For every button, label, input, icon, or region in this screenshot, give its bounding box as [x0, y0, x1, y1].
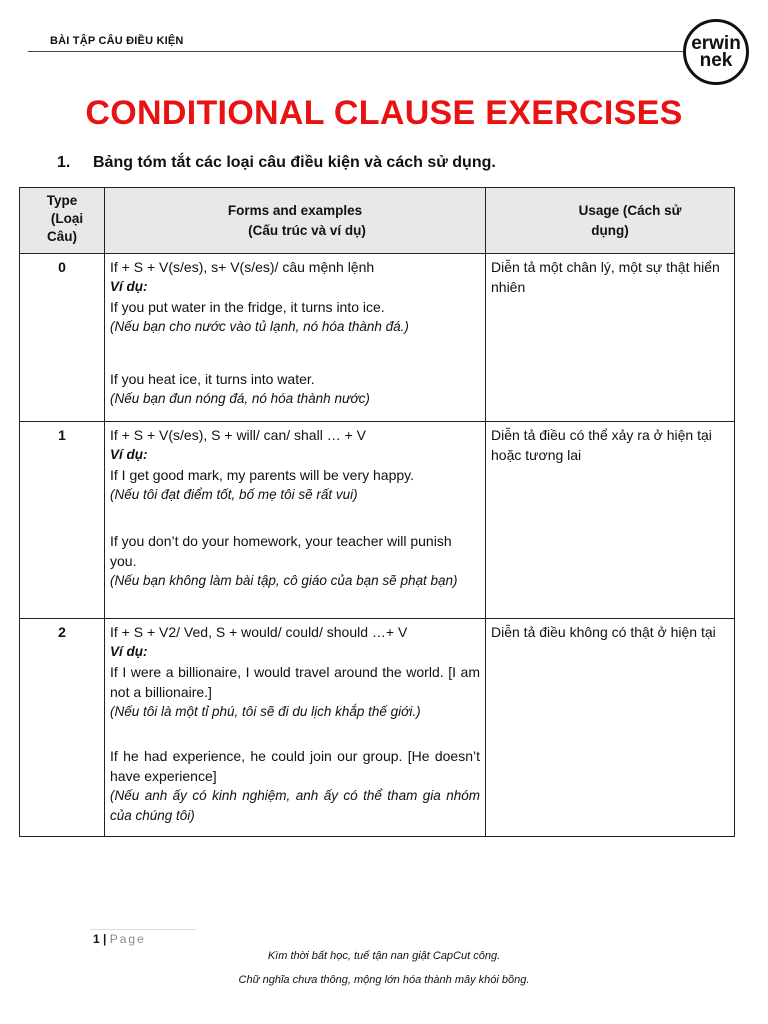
example-1: If I were a billionaire, I would travel around the world. [I am not a billionaire.] [110, 664, 480, 700]
example-1: If you put water in the fridge, it turns into ice. [110, 299, 385, 315]
example-label: Ví dụ: [110, 644, 148, 659]
translation-1: (Nếu tôi đạt điểm tốt, bố mẹ tôi sẽ rất vui) [110, 487, 358, 502]
conditional-summary-table [19, 187, 735, 837]
example-1: If I get good mark, my parents will be very happy. [110, 467, 414, 483]
row-forms [105, 619, 486, 837]
row-type: 2 [20, 619, 105, 837]
footer-line-2: Chữ nghĩa chưa thông, mộng lớn hóa thành mây khói bồng. [238, 974, 530, 986]
header-type-line-2: (Loại [50, 211, 84, 226]
page-number [93, 932, 146, 946]
header-usage-line-2: dụng) [591, 222, 629, 238]
row-form: If + S + V(s/es), S + will/ can/ shall … + V [110, 427, 366, 443]
translation-2: (Nếu anh ấy có kinh nghiệm, anh ấy có thể tham gia nhóm của chúng tôi) [110, 788, 480, 823]
header-usage [486, 188, 735, 254]
row-forms [105, 254, 486, 422]
row-type: 0 [20, 254, 105, 422]
section-heading-text: Bảng tóm tắt các loại câu điều kiện và cách sử dụng. [93, 154, 496, 171]
row-form: If + S + V2/ Ved, S + would/ could/ should …+ V [110, 624, 408, 640]
header-forms [105, 188, 486, 254]
erwinnek-logo [683, 19, 749, 85]
header-divider [28, 51, 684, 52]
logo-line-1: erwin [691, 33, 741, 54]
page-word: Page [109, 932, 146, 946]
header-usage-line-1: Usage (Cách sử [578, 202, 682, 218]
row-type: 1 [20, 422, 105, 619]
translation-2: (Nếu bạn không làm bài tập, cô giáo của bạn sẽ phạt bạn) [110, 573, 458, 588]
translation-2: (Nếu bạn đun nóng đá, nó hóa thành nước) [110, 391, 370, 406]
example-2: If you heat ice, it turns into water. [110, 371, 315, 387]
section-heading [57, 154, 496, 172]
row-form: If + S + V(s/es), s+ V(s/es)/ câu mệnh lệnh [110, 259, 375, 275]
section-number: 1. [57, 154, 71, 171]
translation-1: (Nếu bạn cho nước vào tủ lạnh, nó hóa thành đá.) [110, 319, 409, 334]
table-row [20, 422, 735, 619]
example-label: Ví dụ: [110, 279, 148, 294]
row-forms [105, 422, 486, 619]
running-header: BÀI TẬP CÂU ĐIỀU KIỆN [50, 35, 184, 47]
header-type [20, 188, 105, 254]
translation-1: (Nếu tôi là một tỉ phú, tôi sẽ đi du lịch khắp thế giới.) [110, 704, 421, 719]
row-usage: Diễn tả điều có thể xảy ra ở hiện tại hoặc tương lai [486, 422, 735, 619]
header-type-line-3: Câu) [47, 229, 77, 244]
table-header-row [20, 188, 735, 254]
header-forms-line-2: (Cấu trúc và ví dụ) [248, 222, 366, 238]
header-type-line-1: Type [46, 193, 78, 208]
footer-line-1: Kìm thời bất học, tuế tận nan giật CapCut công. [267, 950, 501, 962]
logo-line-2: nek [699, 50, 733, 71]
header-forms-line-1: Forms and examples [227, 202, 363, 218]
footer-divider [90, 929, 196, 930]
page-title: CONDITIONAL CLAUSE EXERCISES [85, 94, 683, 132]
table-row [20, 619, 735, 837]
table-row [20, 254, 735, 422]
row-usage: Diễn tả một chân lý, một sự thật hiển nhiên [486, 254, 735, 422]
page-number-value: 1 | [93, 932, 107, 946]
example-2: If he had experience, he could join our group. [He doesn’t have experience] [110, 748, 480, 784]
example-2: If you don’t do your homework, your teacher will punish you. [110, 533, 452, 569]
example-label: Ví dụ: [110, 447, 148, 462]
row-usage: Diễn tả điều không có thật ở hiện tại [486, 619, 735, 837]
